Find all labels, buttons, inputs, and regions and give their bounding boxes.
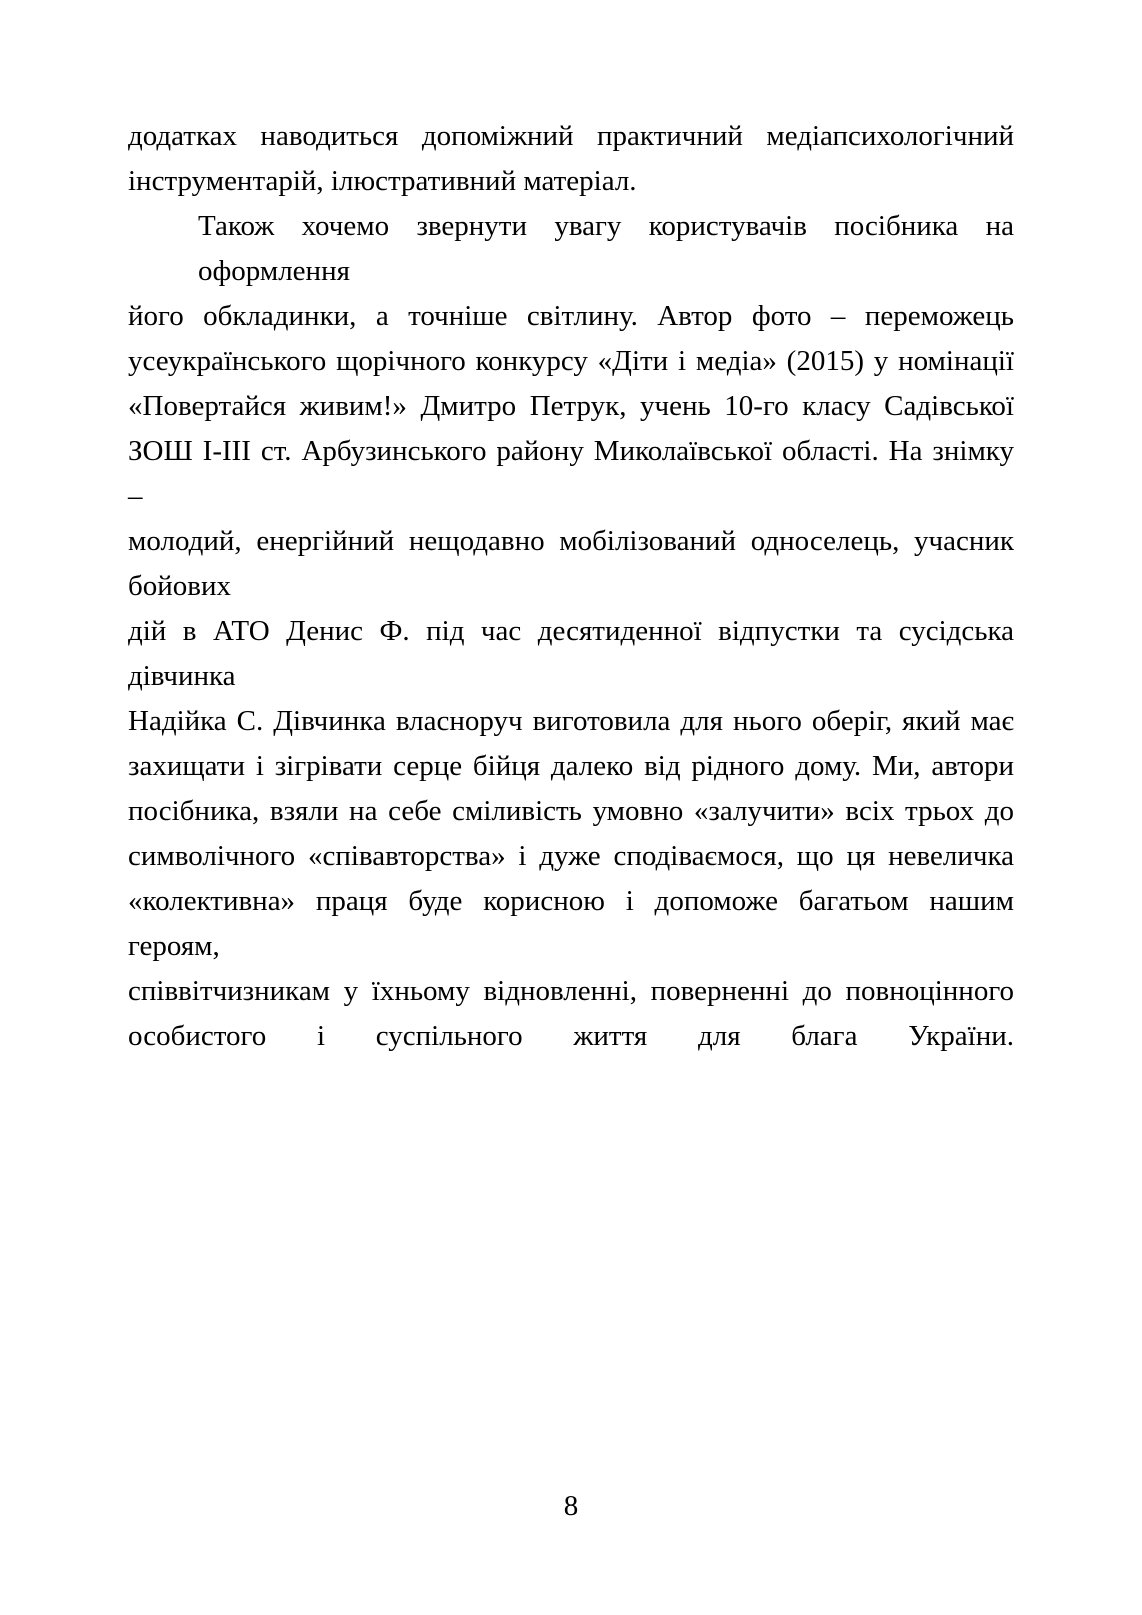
paragraph-cover-photo [128,204,1014,1059]
text-line: усеукраїнського щорічного конкурсу «Діти і медіа» (2015) у номінації [128,345,1014,377]
text-block [128,114,1014,1059]
text-line: Надійка С. Дівчинка власноруч виготовила для нього оберіг, який має [128,705,1014,737]
text-line: посібника, взяли на себе сміливість умовно «залучити» всіх трьох до [128,795,1014,827]
text-line: ЗОШ І-ІІІ ст. Арбузинського району Миколаївської області. На знімку – [128,435,1014,512]
text-line: молодий, енергійний нещодавно мобілізований односелець, учасник бойових [128,525,1014,602]
text-line: символічного «співавторства» і дуже сподіваємося, що ця невеличка [128,840,1014,872]
text-line: «Повертайся живим!» Дмитро Петрук, учень 10-го класу Садівської [128,390,1014,422]
page-number: 8 [563,1490,579,1522]
text-line: дій в АТО Денис Ф. під час десятиденної відпустки та сусідська дівчинка [128,615,1014,692]
paragraph-continuation [128,114,1014,204]
text-line: додатках наводиться допоміжний практичний медіапсихологічний [128,120,1014,152]
text-line: захищати і зігрівати серце бійця далеко від рідного дому. Ми, автори [128,750,1014,782]
text-line: Також хочемо звернути увагу користувачів посібника на оформлення [198,210,1014,287]
text-line: інструментарій, ілюстративний матеріал. [128,165,637,197]
text-line: особистого і суспільного життя для блага України. [128,1020,1014,1052]
text-line: співвітчизникам у їхньому відновленні, поверненні до повноцінного [128,975,1014,1007]
text-line: «колективна» праця буде корисною і допоможе багатьом нашим героям, [128,885,1014,962]
text-line: його обкладинки, а точніше світлину. Автор фото – переможець [128,300,1014,332]
